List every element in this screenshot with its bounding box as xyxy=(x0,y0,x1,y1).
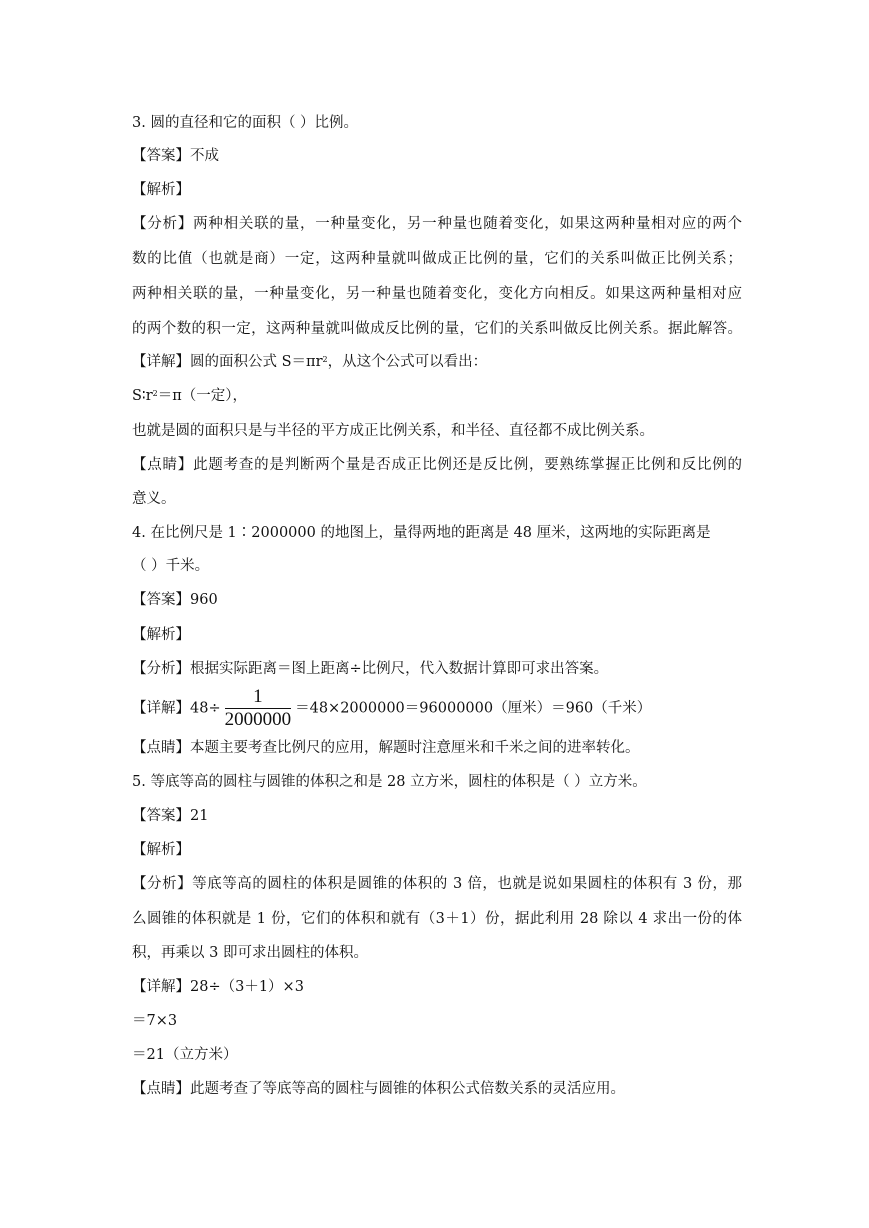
q4-detail-text: 【详解】48÷ xyxy=(132,700,221,717)
q3-conclusion: 也就是圆的面积只是与半径的平方成正比例关系，和半径、直径都不成比例关系。 xyxy=(132,423,654,439)
q4-question-line-2: （ ）千米。 xyxy=(132,558,210,574)
q5-comment: 【点睛】此题考查了等底等高的圆柱与圆锥的体积公式倍数关系的灵活应用。 xyxy=(132,1081,625,1097)
q5-question: 5. 等底等高的圆柱与圆锥的体积之和是 28 立方米，圆柱的体积是（ ）立方米。 xyxy=(132,774,647,790)
q4-scale-fraction xyxy=(225,686,292,731)
q3-formula-exponent: 2 xyxy=(152,389,158,398)
q5-answer: 【答案】21 xyxy=(132,808,209,824)
q5-analysis-line-1: 【分析】等底等高的圆柱的体积是圆锥的体积的 3 倍，也就是说如果圆柱的体积有 3 份，那 xyxy=(132,876,742,892)
q4-detail xyxy=(132,686,742,731)
fraction-denominator: 2000000 xyxy=(224,709,292,730)
q3-comment-line-1: 【点睛】此题考查的是判断两个量是否成正比例还是反比例，要熟练掌握正比例和反比例的 xyxy=(132,457,742,473)
q5-analysis-line-3: 积，再乘以 3 即可求出圆柱的体积。 xyxy=(132,945,368,961)
q5-step-3: ＝21（立方米） xyxy=(132,1047,238,1063)
q5-step-1: 【详解】28÷（3＋1）×3 xyxy=(132,979,304,995)
q3-detail-text: 【详解】圆的面积公式 S＝πr xyxy=(132,354,323,370)
q4-question-line-1: 4. 在比例尺是 1∶2000000 的地图上，量得两地的距离是 48 厘米，这两地的实际距离是 xyxy=(132,525,711,541)
q4-analysis: 【分析】根据实际距离＝图上距离÷比例尺，代入数据计算即可求出答案。 xyxy=(132,661,609,677)
q3-analysis-line-3: 两种相关联的量，一种量变化，另一种量也随着变化，变化方向相反。如果这两种量相对应 xyxy=(132,286,742,302)
q3-formula-text: S∶r xyxy=(132,388,153,404)
q4-comment: 【点睛】本题主要考查比例尺的应用，解题时注意厘米和千米之间的进率转化。 xyxy=(132,740,640,756)
q4-jiexi-heading: 【解析】 xyxy=(132,627,190,643)
q4-detail-result: ＝48×2000000＝96000000（厘米）＝960（千米） xyxy=(295,700,652,717)
q3-formula xyxy=(132,386,742,408)
q3-analysis-line-4: 的两个数的积一定，这两种量就叫做成反比例的量，它们的关系叫做反比例关系。据此解答。 xyxy=(132,321,742,337)
q3-formula-text-end: ＝π（一定）， xyxy=(157,388,248,404)
fraction-numerator: 1 xyxy=(225,686,292,709)
q3-detail xyxy=(132,352,742,374)
q3-answer: 【答案】不成 xyxy=(132,148,219,164)
q3-analysis-line-1: 【分析】两种相关联的量，一种量变化，另一种量也随着变化，如果这两种量相对应的两个 xyxy=(132,216,742,232)
q3-comment-line-2: 意义。 xyxy=(132,491,176,507)
q3-jiexi-heading: 【解析】 xyxy=(132,182,190,198)
q5-jiexi-heading: 【解析】 xyxy=(132,842,190,858)
q3-detail-exponent: 2 xyxy=(322,355,328,364)
q5-analysis-line-2: 么圆锥的体积就是 1 份，它们的体积和就有（3＋1）份，据此利用 28 除以 4 求出一份的体 xyxy=(132,911,742,927)
q3-detail-text-end: ，从这个公式可以看出： xyxy=(327,354,488,370)
q4-answer: 【答案】960 xyxy=(132,592,218,608)
q5-step-2: ＝7×3 xyxy=(132,1013,178,1029)
q3-analysis-line-2: 数的比值（也就是商）一定，这两种量就叫做成正比例的量，它们的关系叫做正比例关系； xyxy=(132,251,742,267)
q3-question: 3. 圆的直径和它的面积（ ）比例。 xyxy=(132,115,359,131)
